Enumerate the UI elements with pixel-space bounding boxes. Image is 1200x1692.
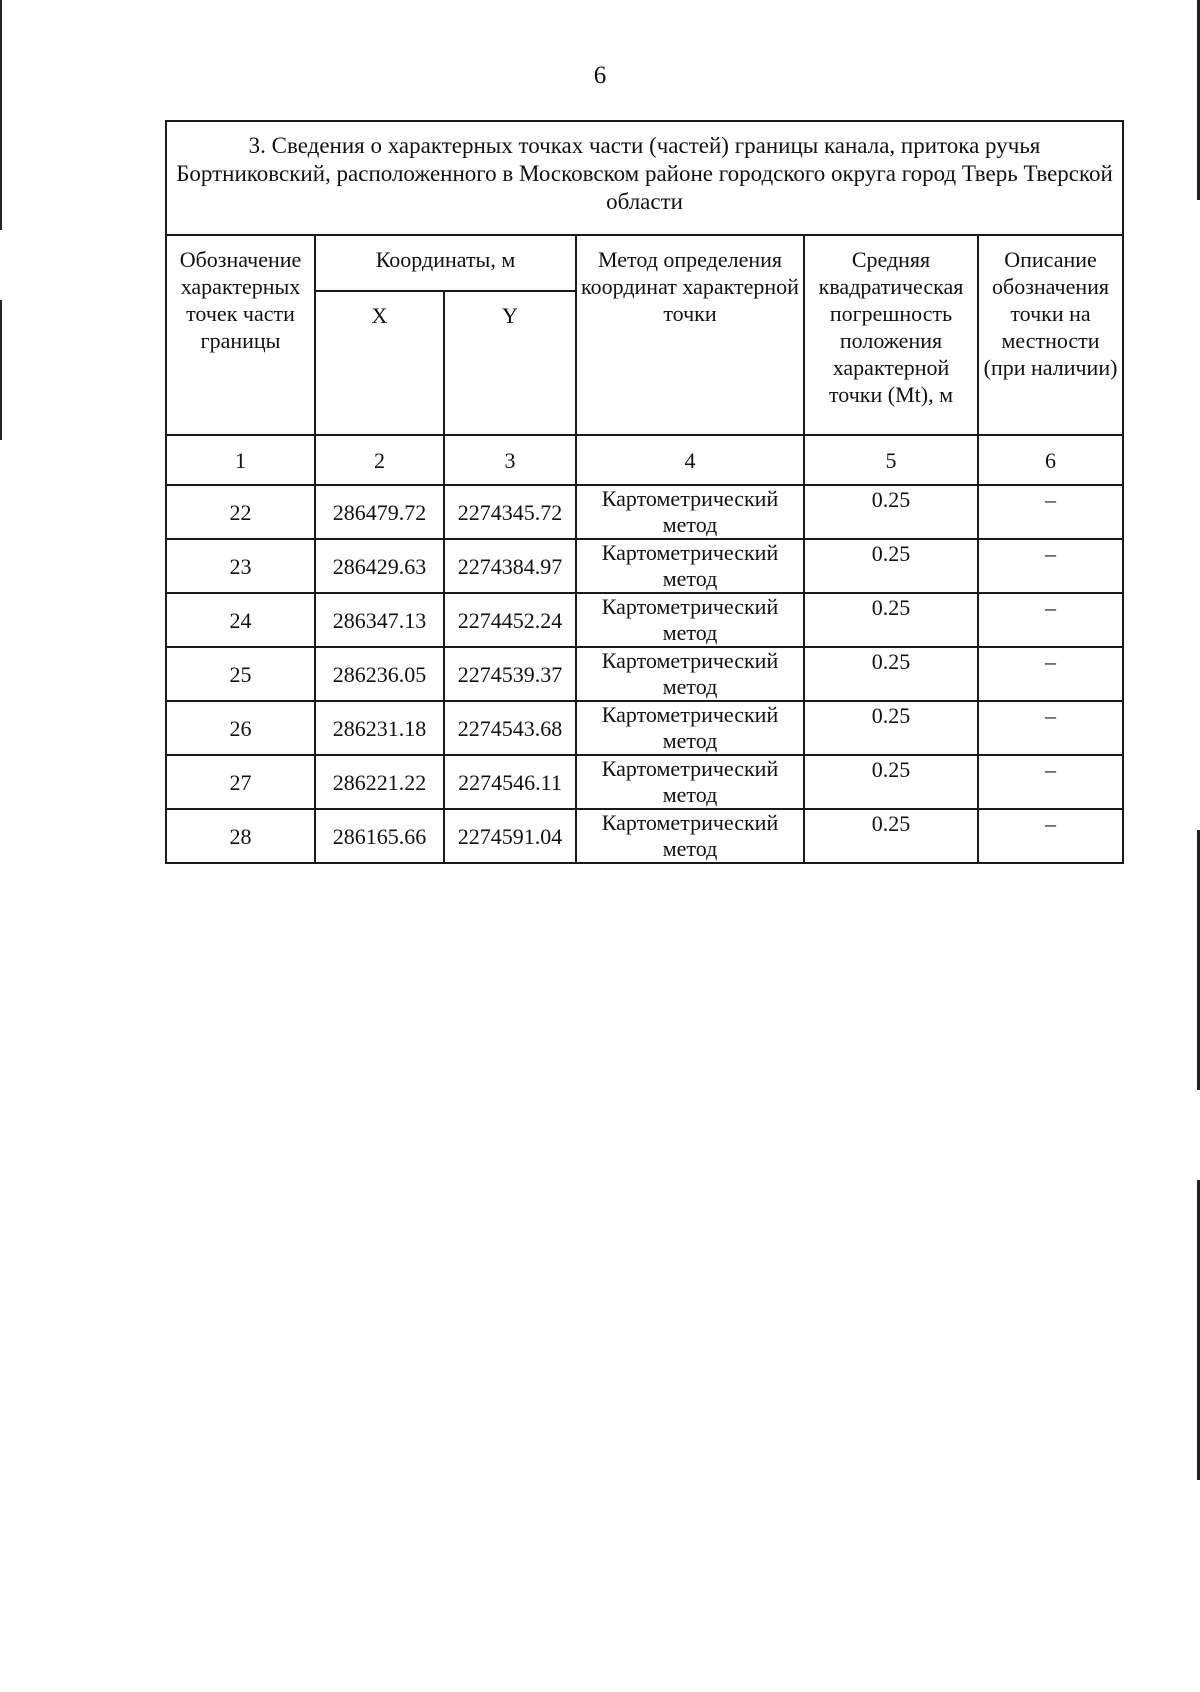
- table-title-row: [166, 121, 1123, 235]
- scan-edge-mark: [0, 300, 2, 440]
- point-id-cell: 27: [166, 755, 315, 809]
- y-coordinate-cell: 2274539.37: [444, 647, 576, 701]
- point-id-cell: 23: [166, 539, 315, 593]
- x-coordinate-cell: 286479.72: [315, 485, 444, 539]
- point-id-cell: 24: [166, 593, 315, 647]
- x-coordinate-cell: 286221.22: [315, 755, 444, 809]
- table-row: [166, 485, 1123, 539]
- column-numbers-row: [166, 435, 1123, 485]
- point-id-cell: 26: [166, 701, 315, 755]
- mt-error-cell: 0.25: [804, 755, 978, 809]
- table-row: [166, 593, 1123, 647]
- description-cell: –: [978, 809, 1123, 863]
- scan-edge-mark: [0, 0, 2, 230]
- column-number: 4: [576, 435, 804, 485]
- y-coordinate-cell: 2274384.97: [444, 539, 576, 593]
- description-cell: –: [978, 701, 1123, 755]
- method-cell: Картометрический метод: [576, 485, 804, 539]
- header-row-1: [166, 235, 1123, 291]
- mt-error-cell: 0.25: [804, 539, 978, 593]
- header-designation: Обозначение характерных точек части границы: [166, 235, 315, 435]
- description-cell: –: [978, 593, 1123, 647]
- y-coordinate-cell: 2274452.24: [444, 593, 576, 647]
- page-number: 6: [593, 62, 607, 89]
- point-id-cell: 28: [166, 809, 315, 863]
- method-cell: Картометрический метод: [576, 701, 804, 755]
- y-coordinate-cell: 2274543.68: [444, 701, 576, 755]
- header-x: X: [315, 291, 444, 435]
- mt-error-cell: 0.25: [804, 485, 978, 539]
- x-coordinate-cell: 286231.18: [315, 701, 444, 755]
- table-row: [166, 701, 1123, 755]
- method-cell: Картометрический метод: [576, 539, 804, 593]
- boundary-points-table: [165, 120, 1124, 864]
- header-coordinates: Координаты, м: [315, 235, 576, 291]
- x-coordinate-cell: 286236.05: [315, 647, 444, 701]
- y-coordinate-cell: 2274591.04: [444, 809, 576, 863]
- y-coordinate-cell: 2274546.11: [444, 755, 576, 809]
- x-coordinate-cell: 286347.13: [315, 593, 444, 647]
- column-number: 2: [315, 435, 444, 485]
- description-cell: –: [978, 647, 1123, 701]
- header-y: Y: [444, 291, 576, 435]
- method-cell: Картометрический метод: [576, 755, 804, 809]
- column-number: 1: [166, 435, 315, 485]
- table-row: [166, 809, 1123, 863]
- mt-error-cell: 0.25: [804, 593, 978, 647]
- point-id-cell: 22: [166, 485, 315, 539]
- description-cell: –: [978, 539, 1123, 593]
- x-coordinate-cell: 286165.66: [315, 809, 444, 863]
- y-coordinate-cell: 2274345.72: [444, 485, 576, 539]
- table-row: [166, 755, 1123, 809]
- method-cell: Картометрический метод: [576, 647, 804, 701]
- mt-error-cell: 0.25: [804, 809, 978, 863]
- column-number: 3: [444, 435, 576, 485]
- header-description: Описание обозначения точки на местности (при наличии): [978, 235, 1123, 435]
- method-cell: Картометрический метод: [576, 593, 804, 647]
- boundary-points-table-container: [165, 120, 1122, 864]
- x-coordinate-cell: 286429.63: [315, 539, 444, 593]
- header-error: Средняя квадратическая погрешность положения характерной точки (Mt), м: [804, 235, 978, 435]
- header-method: Метод определения координат характерной точки: [576, 235, 804, 435]
- table-title: 3. Сведения о характерных точках части (частей) границы канала, притока ручья Бортниковский, расположенного в Московском районе городского округа город Тверь Тверской области: [166, 121, 1123, 235]
- point-id-cell: 25: [166, 647, 315, 701]
- table-row: [166, 539, 1123, 593]
- column-number: 6: [978, 435, 1123, 485]
- description-cell: –: [978, 755, 1123, 809]
- table-row: [166, 647, 1123, 701]
- method-cell: Картометрический метод: [576, 809, 804, 863]
- mt-error-cell: 0.25: [804, 647, 978, 701]
- mt-error-cell: 0.25: [804, 701, 978, 755]
- description-cell: –: [978, 485, 1123, 539]
- column-number: 5: [804, 435, 978, 485]
